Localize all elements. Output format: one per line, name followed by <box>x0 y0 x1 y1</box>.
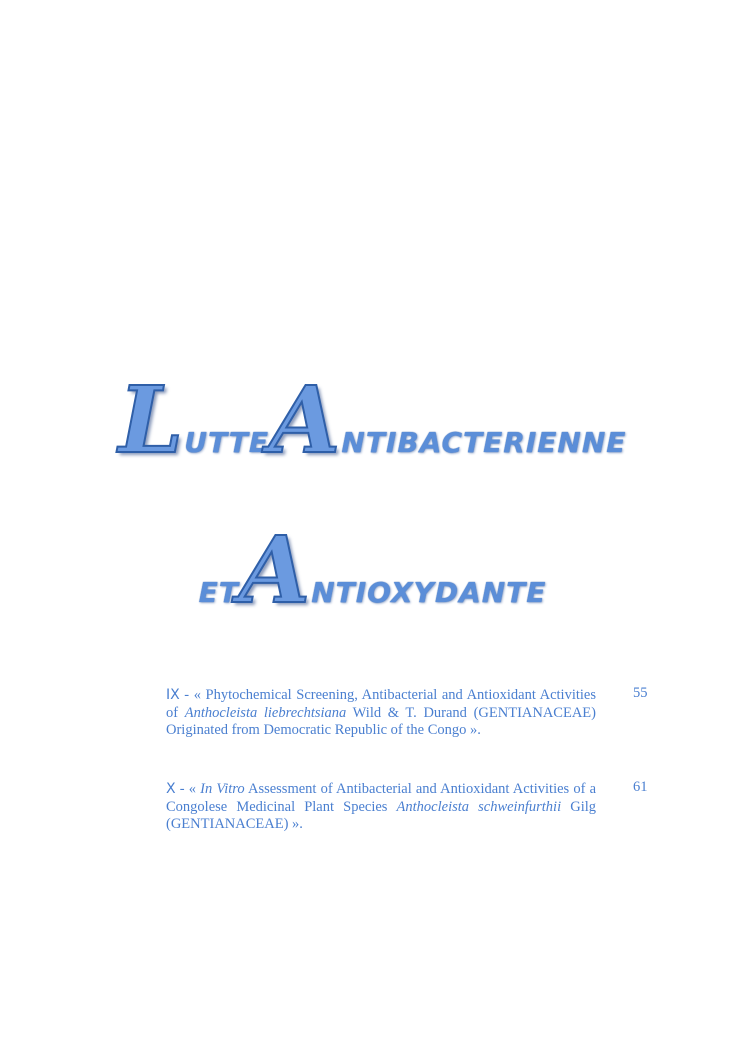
toc-page-number-ix: 55 <box>633 685 648 701</box>
entry-dash: - <box>175 781 189 797</box>
toc-entry-x[interactable] <box>166 781 596 834</box>
entry-species-name: Anthocleista schweinfurthii <box>396 798 562 815</box>
toc-page-number-x: 61 <box>633 779 648 795</box>
entry-number: IX <box>166 687 180 703</box>
section-title-line-2 <box>0 516 745 624</box>
title-initial-a-2: A <box>238 516 312 624</box>
entry-italic-lead: In Vitro <box>200 781 245 797</box>
toc-entry-ix[interactable] <box>166 687 596 740</box>
title-word-lutte-rest: UTTE <box>184 426 270 459</box>
entry-text-part-c: Gilg (GENTIANACEAE) ». <box>166 798 596 832</box>
entry-dash: - <box>179 687 194 703</box>
title-word-antibacterienne-rest: NTIBACTERIENNE <box>341 426 627 459</box>
title-word-et: ET <box>198 576 239 609</box>
entry-text-part-b: Wild & T. Durand (GENTIANACEAE) Originated from Democratic Republic of the Congo ». <box>166 704 596 738</box>
entry-number: X <box>166 781 176 797</box>
entry-text-part-b: Assessment of Antibacterial and Antioxidant Activities of a Congolese Medicinal Plant Species <box>166 781 597 815</box>
entry-species-name: Anthocleista liebrechtsiana <box>184 704 347 721</box>
title-initial-a: A <box>269 366 342 474</box>
entry-text-part-a: « <box>188 781 201 797</box>
section-title-line-1 <box>0 366 745 474</box>
entry-text-part-a: « Phytochemical Screening, Antibacterial and Antioxidant Activities of <box>166 687 596 721</box>
title-initial-l: L <box>118 366 185 474</box>
title-word-antioxydante-rest: NTIOXYDANTE <box>311 576 547 609</box>
